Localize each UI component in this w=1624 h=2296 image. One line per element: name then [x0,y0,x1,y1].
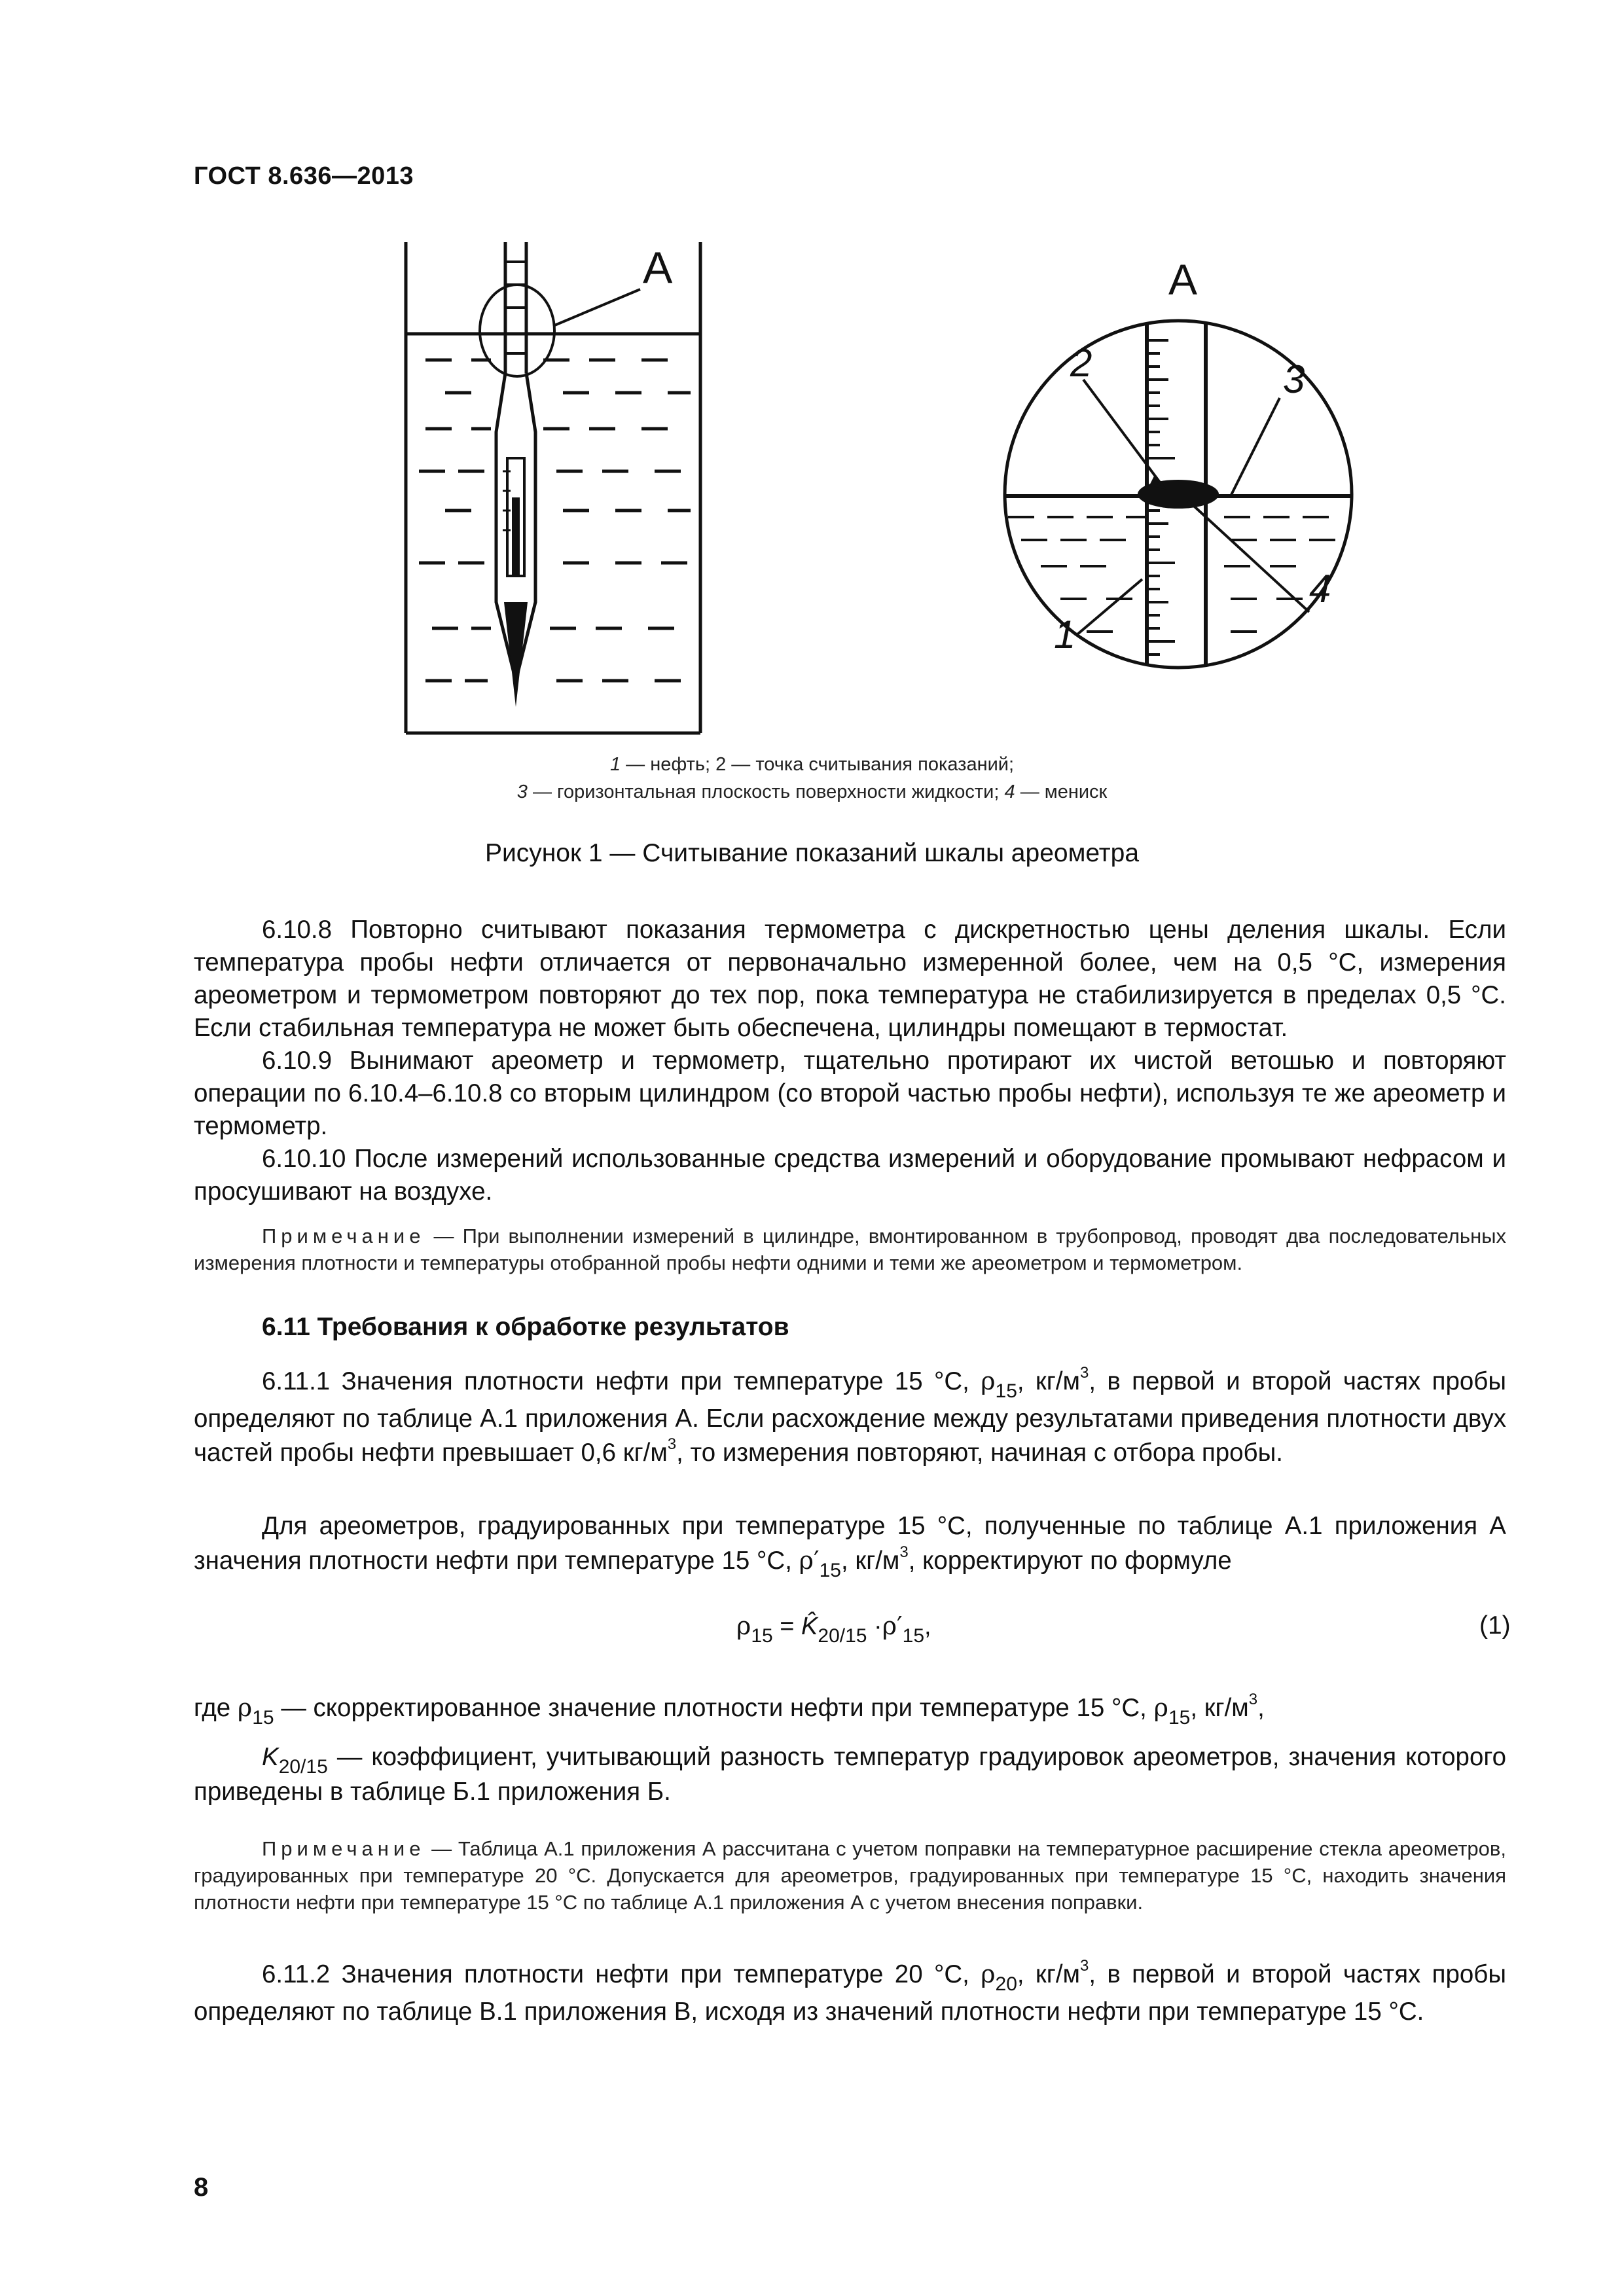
section-heading-6-11: 6.11 Требования к обработке результатов [262,1313,789,1341]
page-number: 8 [194,2173,209,2202]
note-2: Примечание — Таблица А.1 приложения А рассчитана с учетом поправки на температурное расширение стекла ареометров, градуированных при температуре 20 °С. Допускается для ареометров, градуированных при температуре 15 °С, находить значения плотности нефти при температуре 15 °С по таблице А.1 приложения А с учетом внесения поправки. [194,1837,1506,1914]
callout-3: 3 [1283,357,1305,401]
figure-caption: Рисунок 1 — Считывание показаний шкалы ареометра [484,839,1140,867]
label-A-right: А [1168,255,1198,304]
callout-1: 1 [1054,613,1076,656]
formula-1: $\rho_{15}$ = $K̂_{20/15} \cdot\rho'_{15}$, [736,1611,931,1647]
paragraph-6-11-2: 6.11.2 Значения плотности нефти при температуре 20 °С, $\rho_{20}$, $кг/м^3$, в первой и второй частях пробы определяют по таблице В.1 приложения В, исходя из значений плотности нефти при температуре 15 °С. [194,1957,1507,2026]
figure-legend-line1: 1 — нефть; 2 — точка считывания показаний; [609,754,1015,775]
formula-number: (1) [1479,1611,1511,1640]
document-header: ГОСТ 8.636—2013 [194,162,414,190]
callout-4: 4 [1309,567,1331,611]
callout-2: 2 [1070,341,1092,385]
where-rho15: где $\rho_{15}$ — скорректированное значение плотности нефти при температуре 15 °С, $\rho_{15}$, $кг/м^3$, [194,1691,1265,1729]
figure-magnified-view [916,249,1427,707]
figure-legend-line2: 3 — горизонтальная плоскость поверхности жидкости; 4 — мениск [516,781,1108,802]
paragraph-6-11-1: 6.11.1 Значения плотности нефти при температуре 15 °С, $\rho_{15}$, $кг/м^3$, в первой и второй частях пробы определяют по таблице А.1 приложения А. Если расхождение между результатами приведения плотности двух частей пробы нефти превышает 0,6 $кг/м^3$, то измерения повторяют, начиная с отбора пробы. [194,1364,1507,1467]
where-K: $K_{20/15}$ — коэффициент, учитывающий разность температур градуировок ареометров, значения которого приведены в таблице Б.1 приложения Б. [194,1743,1506,1806]
paragraph-6-10-8: 6.10.8 Повторно считывают показания термометра с дискретностью цены деления шкалы. Если температура пробы нефти отличается от первоначально измеренной более, чем на 0,5 °С, измерения ареометром и термометром повторяют до тех пор, пока температура не стабилизируется в пределах 0,5 °С. Если стабильная температура не может быть обеспечена, цилиндры помещают в термостат. [194,916,1506,1042]
label-A-left: А [643,243,673,293]
figure-cylinder-diagram [393,236,733,746]
paragraph-6-10-10: 6.10.10 После измерений использованные средства измерений и оборудование промывают нефрасом и просушивают на воздухе. [194,1145,1506,1206]
paragraph-areometers: Для ареометров, градуированных при температуре 15 °С, полученные по таблице А.1 приложения А значения плотности нефти при температуре 15 °С, $\rho'_{15}$, $кг/м^3$, корректируют по формуле [194,1512,1506,1581]
paragraph-6-10-9: 6.10.9 Вынимают ареометр и термометр, тщательно протирают их чистой ветошью и повторяют операции по 6.10.4–6.10.8 со вторым цилиндром (со второй частью пробы нефти), используя те же ареометр и термометр. [194,1047,1506,1140]
note-1: Примечание — При выполнении измерений в цилиндре, вмонтированном в трубопровод, проводят два последовательных измерения плотности и температуры отобранной пробы нефти одними и теми же ареометром и термометром. [194,1225,1506,1274]
